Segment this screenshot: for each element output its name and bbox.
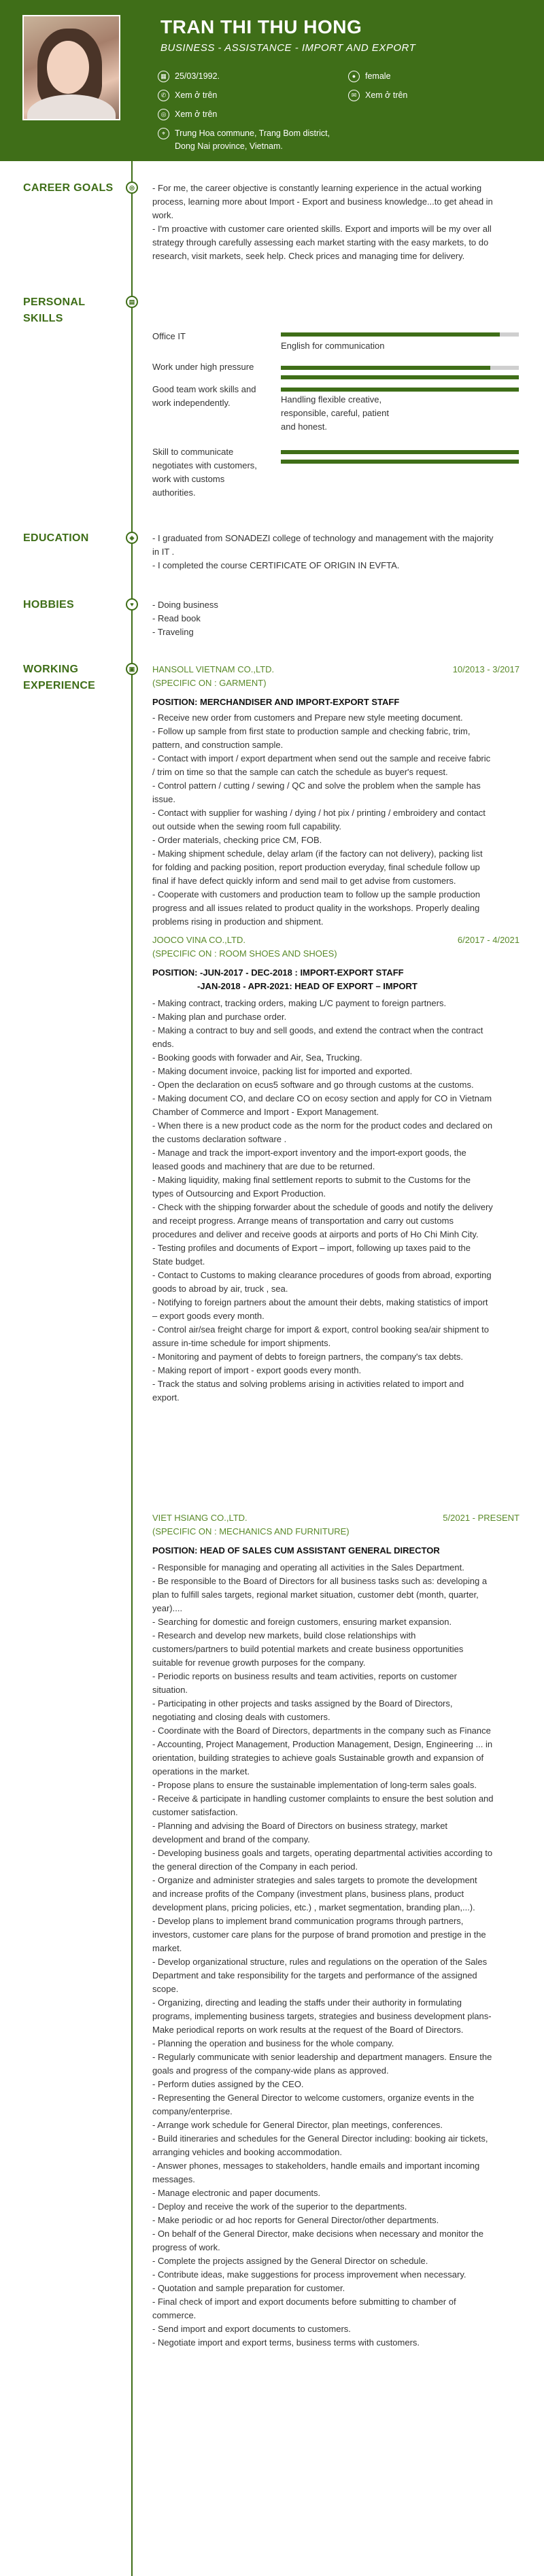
text-line: research, visit markets, seek help. Check prices and managing time for delivery. (152, 251, 465, 261)
text-line: - When there is a new product code as the norm for the product codes and declared on (152, 1120, 493, 1131)
job-specific: (SPECIFIC ON : MECHANICS AND FURNITURE) (152, 1526, 350, 1536)
text-line: / trim on time so that the sample can catch the schedule as buyer's request. (152, 767, 448, 777)
text-line: - Making document invoice, packing list for imported and exported. (152, 1066, 413, 1076)
skill-label-office-it: Office IT (152, 331, 186, 341)
section-title-line: WORKING (23, 664, 79, 675)
text-line: types of Outsourcing and Export Production. (152, 1188, 326, 1199)
text-line: - Propose plans to ensure the sustainable implementation of long-term sales goals. (152, 1780, 477, 1790)
text-line: Department and take responsibility for the targets and performance of the assigned (152, 1970, 477, 1980)
text-line: programs, implementing business targets, strategies and business development plans- (152, 2011, 492, 2021)
text-line: - Contact with supplier for washing / dying / hot pix / printing / embroidery and contact (152, 808, 486, 818)
text-line: - Open the declaration on ecus5 software and go through customs at the customs. (152, 1080, 474, 1090)
job-specific: (SPECIFIC ON : GARMENT) (152, 678, 267, 688)
job-duties (152, 997, 520, 1405)
text-line: – export goods every month. (152, 1311, 265, 1321)
text-line: - Developing business goals and targets, operating departmental activities according to (152, 1848, 493, 1858)
candidate-title: BUSINESS - ASSISTANCE - IMPORT AND EXPORT (160, 42, 416, 54)
job-position: POSITION: HEAD OF SALES CUM ASSISTANT GENERAL DIRECTOR (152, 1545, 440, 1556)
text-line: ends. (152, 1039, 174, 1049)
text-line: - Send import and export documents to customers. (152, 2324, 351, 2334)
text-line: - Make periodic or ad hoc reports for General Director/other departments. (152, 2215, 439, 2225)
job-duties (152, 711, 520, 929)
section-title-working-experience (23, 662, 95, 694)
graduation-icon: ◈ (126, 532, 138, 544)
phone-row (158, 89, 217, 102)
skill-label-line: Good team work skills and (152, 384, 256, 394)
text-line: - Responsible for managing and operating all activities in the Sales Department. (152, 1562, 464, 1573)
skill-label-line: and honest. (281, 422, 327, 432)
text-line: goals and progress of the company-wide plans as approved. (152, 2065, 389, 2076)
job-period: 10/2013 - 3/2017 (452, 664, 520, 674)
text-line: situation. (152, 1685, 188, 1695)
skill-label-line: Handling flexible creative, (281, 394, 382, 405)
text-line: investors, customer care plans for the purpose of brand promotion and prestige in the (152, 1929, 486, 1940)
text-line: Make periodical reports on work results at the request of the Board of Directors. (152, 2025, 464, 2035)
text-line: - Traveling (152, 627, 194, 637)
skill-label-line: Skill to communicate (152, 447, 234, 457)
job-header (152, 663, 520, 676)
skill-label-flexible (281, 393, 430, 434)
job-duties (152, 1561, 520, 2350)
text-line: - Monitoring and payment of debts to foreign partners, the company's tax debts. (152, 1352, 464, 1362)
section-title-hobbies: HOBBIES (23, 599, 74, 611)
text-line: - On behalf of the General Director, make decisions when necessary and monitor the (152, 2229, 484, 2239)
gender: female (365, 71, 391, 81)
skill-bar-fill (281, 460, 519, 464)
text-line: - Read book (152, 613, 201, 623)
job-position: POSITION: MERCHANDISER AND IMPORT-EXPORT STAFF (152, 697, 400, 707)
text-line: final if have defect quickly inform and send mail to get advise from customers. (152, 876, 456, 886)
text-line: scope. (152, 1984, 179, 1994)
text-line: - Contribute ideas, make suggestions for process improvement when necessary. (152, 2269, 466, 2280)
skill-label-teamwork (152, 383, 265, 410)
text-line: the general direction of the Company in each period. (152, 1861, 358, 1872)
text-line: - Manage and track the import-export inventory and the import-export goods, the (152, 1148, 466, 1158)
text-line: - Making contract, tracking orders, making L/C payment to foreign partners. (152, 998, 447, 1008)
text-line: - Order materials, checking price CM, FOB. (152, 835, 322, 845)
education-text (152, 532, 520, 572)
skill-bar (281, 388, 519, 392)
section-title-line: PERSONAL (23, 296, 86, 308)
text-line: - Testing profiles and documents of Export – import, following up taxes paid to the (152, 1243, 471, 1253)
skill-bar (281, 450, 519, 454)
birthday-row (158, 70, 220, 83)
text-line: customers/partners to build potential markets and create business opportunities (152, 1644, 464, 1654)
gender-row (348, 70, 391, 83)
email-icon: ✉ (348, 90, 360, 101)
text-line: - Manage electronic and paper documents. (152, 2188, 321, 2198)
skill-label-communicate (152, 445, 265, 500)
globe-icon: ◎ (158, 109, 169, 120)
skill-label-line: work independently. (152, 398, 231, 408)
avatar (22, 15, 120, 120)
skills-icon: ▤ (126, 296, 138, 308)
phone-icon: ✆ (158, 90, 169, 101)
text-line: - Receive & participate in handling customer complaints to ensure the best solution and (152, 1793, 494, 1804)
section-title-line: SKILLS (23, 313, 63, 324)
text-line: - Negotiate import and export terms, business terms with customers. (152, 2337, 420, 2348)
text-line: - Making liquidity, making final settlement reports to submit to the Customs for the (152, 1175, 471, 1185)
text-line: - Participating in other projects and tasks assigned by the Board of Directors, (152, 1698, 453, 1708)
text-line: negotiating and closing deals with customers. (152, 1712, 330, 1722)
text-line: - Making report of import - export goods every month. (152, 1365, 362, 1375)
career-goals-text (152, 182, 520, 263)
text-line: - Build itineraries and schedules for the General Director including: booking air tickets, (152, 2133, 488, 2144)
text-line: progress and all issues related to product quality in the workshops. Properly dealing (152, 903, 480, 913)
text-line: - Regularly communicate with senior leadership and department managers. Ensure the (152, 2052, 492, 2062)
skill-label-line: authorities. (152, 487, 196, 498)
text-line: and receipt progress. Arrange means of transportation and carry out customs (152, 1216, 454, 1226)
skill-bar-fill (281, 366, 490, 370)
text-line: - Be responsible to the Board of Directors for all business tasks such as: developing a (152, 1576, 488, 1586)
section-title-personal-skills (23, 294, 85, 327)
text-line: development plans, pricing policies, etc.) , market segmentation, branding plan,...). (152, 1902, 475, 1912)
text-line: - Deploy and receive the work of the superior to the departments. (152, 2201, 407, 2212)
phone[interactable]: Xem ở trên (175, 90, 218, 100)
text-line: State budget. (152, 1256, 205, 1267)
job-period: 6/2017 - 4/2021 (457, 935, 520, 945)
text-line: - Develop organizational structure, rules and regulations on the operation of the Sales (152, 1957, 488, 1967)
text-line: - Final check of import and export documents before submitting to chamber of (152, 2297, 456, 2307)
text-line: - I'm proactive with customer care oriented skills. Export and imports will be my over all (152, 224, 492, 234)
text-line: - For me, the career objective is constantly learning experience in the actual working (152, 183, 482, 193)
text-line: work. (152, 210, 174, 220)
text-line: company/enterprise. (152, 2106, 233, 2116)
address-line: Dong Nai province, Vietnam. (175, 141, 283, 151)
job-company: HANSOLL VIETNAM CO.,LTD. (152, 664, 275, 674)
text-line: - I graduated from SONADEZI college of technology and management with the majority (152, 533, 494, 543)
target-icon: ◎ (126, 182, 138, 194)
text-line: export. (152, 1392, 180, 1403)
location-icon: ⌖ (158, 128, 169, 139)
text-line: - Receive new order from customers and Prepare new style meeting document. (152, 712, 463, 723)
heart-icon: ♥ (126, 598, 138, 611)
text-line: procedures and deliver and receive goods at airports and ports of Ho Chi Minh City. (152, 1229, 479, 1239)
job-header (152, 1511, 520, 1525)
text-line: - Making document CO, and declare CO on ecosy section and apply for CO in Vietnam (152, 1093, 492, 1103)
text-line: - Making plan and purchase order. (152, 1012, 287, 1022)
calendar-icon: ▦ (158, 71, 169, 82)
text-line: - Coordinate with the Board of Directors, departments in the company such as Finance (152, 1725, 491, 1736)
text-line: operations in the market. (152, 1766, 250, 1776)
job-position: POSITION: -JUN-2017 - DEC-2018 : IMPORT-EXPORT STAFF (152, 967, 404, 978)
skill-label-line: negotiates with customers, (152, 460, 257, 470)
skill-bar (281, 366, 519, 370)
skill-label-english: English for communication (281, 341, 385, 351)
text-line: - Develop plans to implement brand communication programs through partners, (152, 1916, 464, 1926)
text-line: - Making a contract to buy and sell goods, and extend the contract when the contract (152, 1025, 483, 1035)
text-line: process, learning more about Import - Export and business knowledge...to get ahead in (152, 196, 493, 207)
skill-bar-fill (281, 332, 500, 337)
text-line: problems rising in production and shipment. (152, 916, 324, 927)
text-line: the customs declaration software . (152, 1134, 287, 1144)
header (0, 0, 544, 161)
text-line: orientation, building strategies to achieve goals Sustainable growth and expansion of (152, 1753, 484, 1763)
text-line: - I completed the course CERTIFICATE OF ORIGIN IN EVFTA. (152, 560, 400, 570)
website-row (158, 108, 217, 121)
section-title-career-goals: CAREER GOALS (23, 182, 114, 194)
text-line: messages. (152, 2174, 195, 2184)
text-line: suitable for revenue growth purposes for the company. (152, 1658, 366, 1668)
skill-bar-fill (281, 450, 519, 454)
text-line: - Cooperate with customers and production team to follow up the sample production (152, 889, 480, 899)
email[interactable]: Xem ở trên (365, 90, 408, 100)
text-line: - Notifying to foreign partners about the amount their debts, making statistics of import (152, 1297, 488, 1307)
text-line: issue. (152, 794, 175, 804)
text-line: development and brand of the company. (152, 1834, 310, 1844)
briefcase-icon: ▣ (126, 663, 138, 675)
text-line: Chamber of Commerce and Import - Export Management. (152, 1107, 379, 1117)
timeline-line (131, 161, 133, 2576)
email-row (348, 89, 407, 102)
skill-bar (281, 332, 519, 337)
text-line: commerce. (152, 2310, 197, 2320)
text-line: customer satisfaction. (152, 1807, 238, 1817)
skill-label-line: work with customs (152, 474, 225, 484)
text-line: - Contact with import / export department when send out the sample and receive fabric (152, 753, 491, 763)
address (175, 127, 330, 153)
skill-label-pressure: Work under high pressure (152, 362, 254, 372)
text-line: plan to fulfill sales targets, regional market situation, customer debt (month, quarter, (152, 1590, 479, 1600)
text-line: - Contact to Customs to making clearance procedures of goods from abroad, exporting (152, 1270, 492, 1280)
text-line: - Making shipment schedule, delay arlam (if the factory can not delivery), packing list (152, 848, 483, 859)
skill-bar (281, 375, 519, 379)
website[interactable]: Xem ở trên (175, 109, 218, 119)
skill-bar (281, 460, 519, 464)
text-line: - Organizing, directing and leading the staffs under their authority in formulating (152, 1997, 462, 2008)
birthday: 25/03/1992. (175, 71, 220, 81)
text-line: - Answer phones, messages to stakeholders, handle emails and important incoming (152, 2161, 480, 2171)
candidate-name: TRAN THI THU HONG (160, 16, 362, 37)
text-line: market. (152, 1943, 182, 1953)
text-line: - Planning and advising the Board of Directors on business strategy, market (152, 1821, 448, 1831)
text-line: progress of work. (152, 2242, 220, 2252)
text-line: - Arrange work schedule for General Director, plan meetings, conferences. (152, 2120, 443, 2130)
job-header (152, 933, 520, 947)
text-line: - Searching for domestic and foreign customers, ensuring market expansion. (152, 1617, 452, 1627)
text-line: out outside when the sewing room full capability. (152, 821, 341, 831)
skill-bar-fill (281, 375, 519, 379)
job-company: VIET HSIANG CO.,LTD. (152, 1513, 248, 1523)
section-title-education: EDUCATION (23, 532, 89, 544)
text-line: - Quotation and sample preparation for customer. (152, 2283, 345, 2293)
job-period: 5/2021 - PRESENT (443, 1513, 520, 1523)
address-line: Trung Hoa commune, Trang Bom district, (175, 128, 330, 138)
text-line: - Planning the operation and business for the whole company. (152, 2038, 394, 2048)
text-line: - Follow up sample from first state to production sample and checking fabric, trim, (152, 726, 471, 736)
skill-label-line: responsible, careful, patient (281, 408, 389, 418)
text-line: arranging vehicles and booking accommodation. (152, 2147, 342, 2157)
text-line: and increase profits of the Company (investment plans, business plans, product (152, 1889, 464, 1899)
text-line: - Track the status and solving problems arising in activities related to import and (152, 1379, 464, 1389)
address-row (158, 127, 330, 153)
text-line: - Doing business (152, 600, 218, 610)
text-line: in IT . (152, 547, 175, 557)
text-line: - Organize and administer strategies and sales targets to promote the development (152, 1875, 477, 1885)
text-line: - Control air/sea freight charge for import & export, control booking sea/air shipment to (152, 1324, 489, 1335)
text-line: - Research and develop new markets, build close relationships with (152, 1630, 416, 1641)
text-line: - Booking goods with forwader and Air, Sea, Trucking. (152, 1052, 362, 1063)
text-line: year).... (152, 1603, 183, 1613)
skill-bar-fill (281, 388, 519, 392)
section-title-line: EXPERIENCE (23, 680, 96, 691)
text-line: - Representing the General Director to welcome customers, organize events in the (152, 2093, 475, 2103)
text-line: goods to abroad by air, truck , sea. (152, 1284, 288, 1294)
text-line: for folding and packing position, report production everyday, final schedule follow up (152, 862, 480, 872)
job-company: JOOCO VINA CO.,LTD. (152, 935, 246, 945)
text-line: - Check with the shipping forwarder about the schedule of goods and notify the delivery (152, 1202, 493, 1212)
text-line: - Periodic reports on business results and team activities, reports on customer (152, 1671, 457, 1681)
person-icon: ● (348, 71, 360, 82)
text-line: strategy through carefully assessing each market starting with the easy markets, to do (152, 237, 489, 247)
hobbies-text (152, 598, 520, 639)
text-line: leased goods and machinery that are due to be returned. (152, 1161, 375, 1171)
job-specific: (SPECIFIC ON : ROOM SHOES AND SHOES) (152, 948, 337, 959)
job-position: -JAN-2018 - APR-2021: HEAD OF EXPORT – IMPORT (197, 981, 418, 991)
text-line: pattern, and construction sample. (152, 740, 284, 750)
text-line: - Accounting, Project Management, Production Management, Design, Engineering ... in (152, 1739, 493, 1749)
text-line: - Perform duties assigned by the CEO. (152, 2079, 304, 2089)
text-line: - Control pattern / cutting / sewing / QC and solve the problem when the sample has (152, 780, 481, 791)
text-line: assure in-time schedule for import shipments. (152, 1338, 331, 1348)
text-line: - Complete the projects assigned by the General Director on schedule. (152, 2256, 428, 2266)
